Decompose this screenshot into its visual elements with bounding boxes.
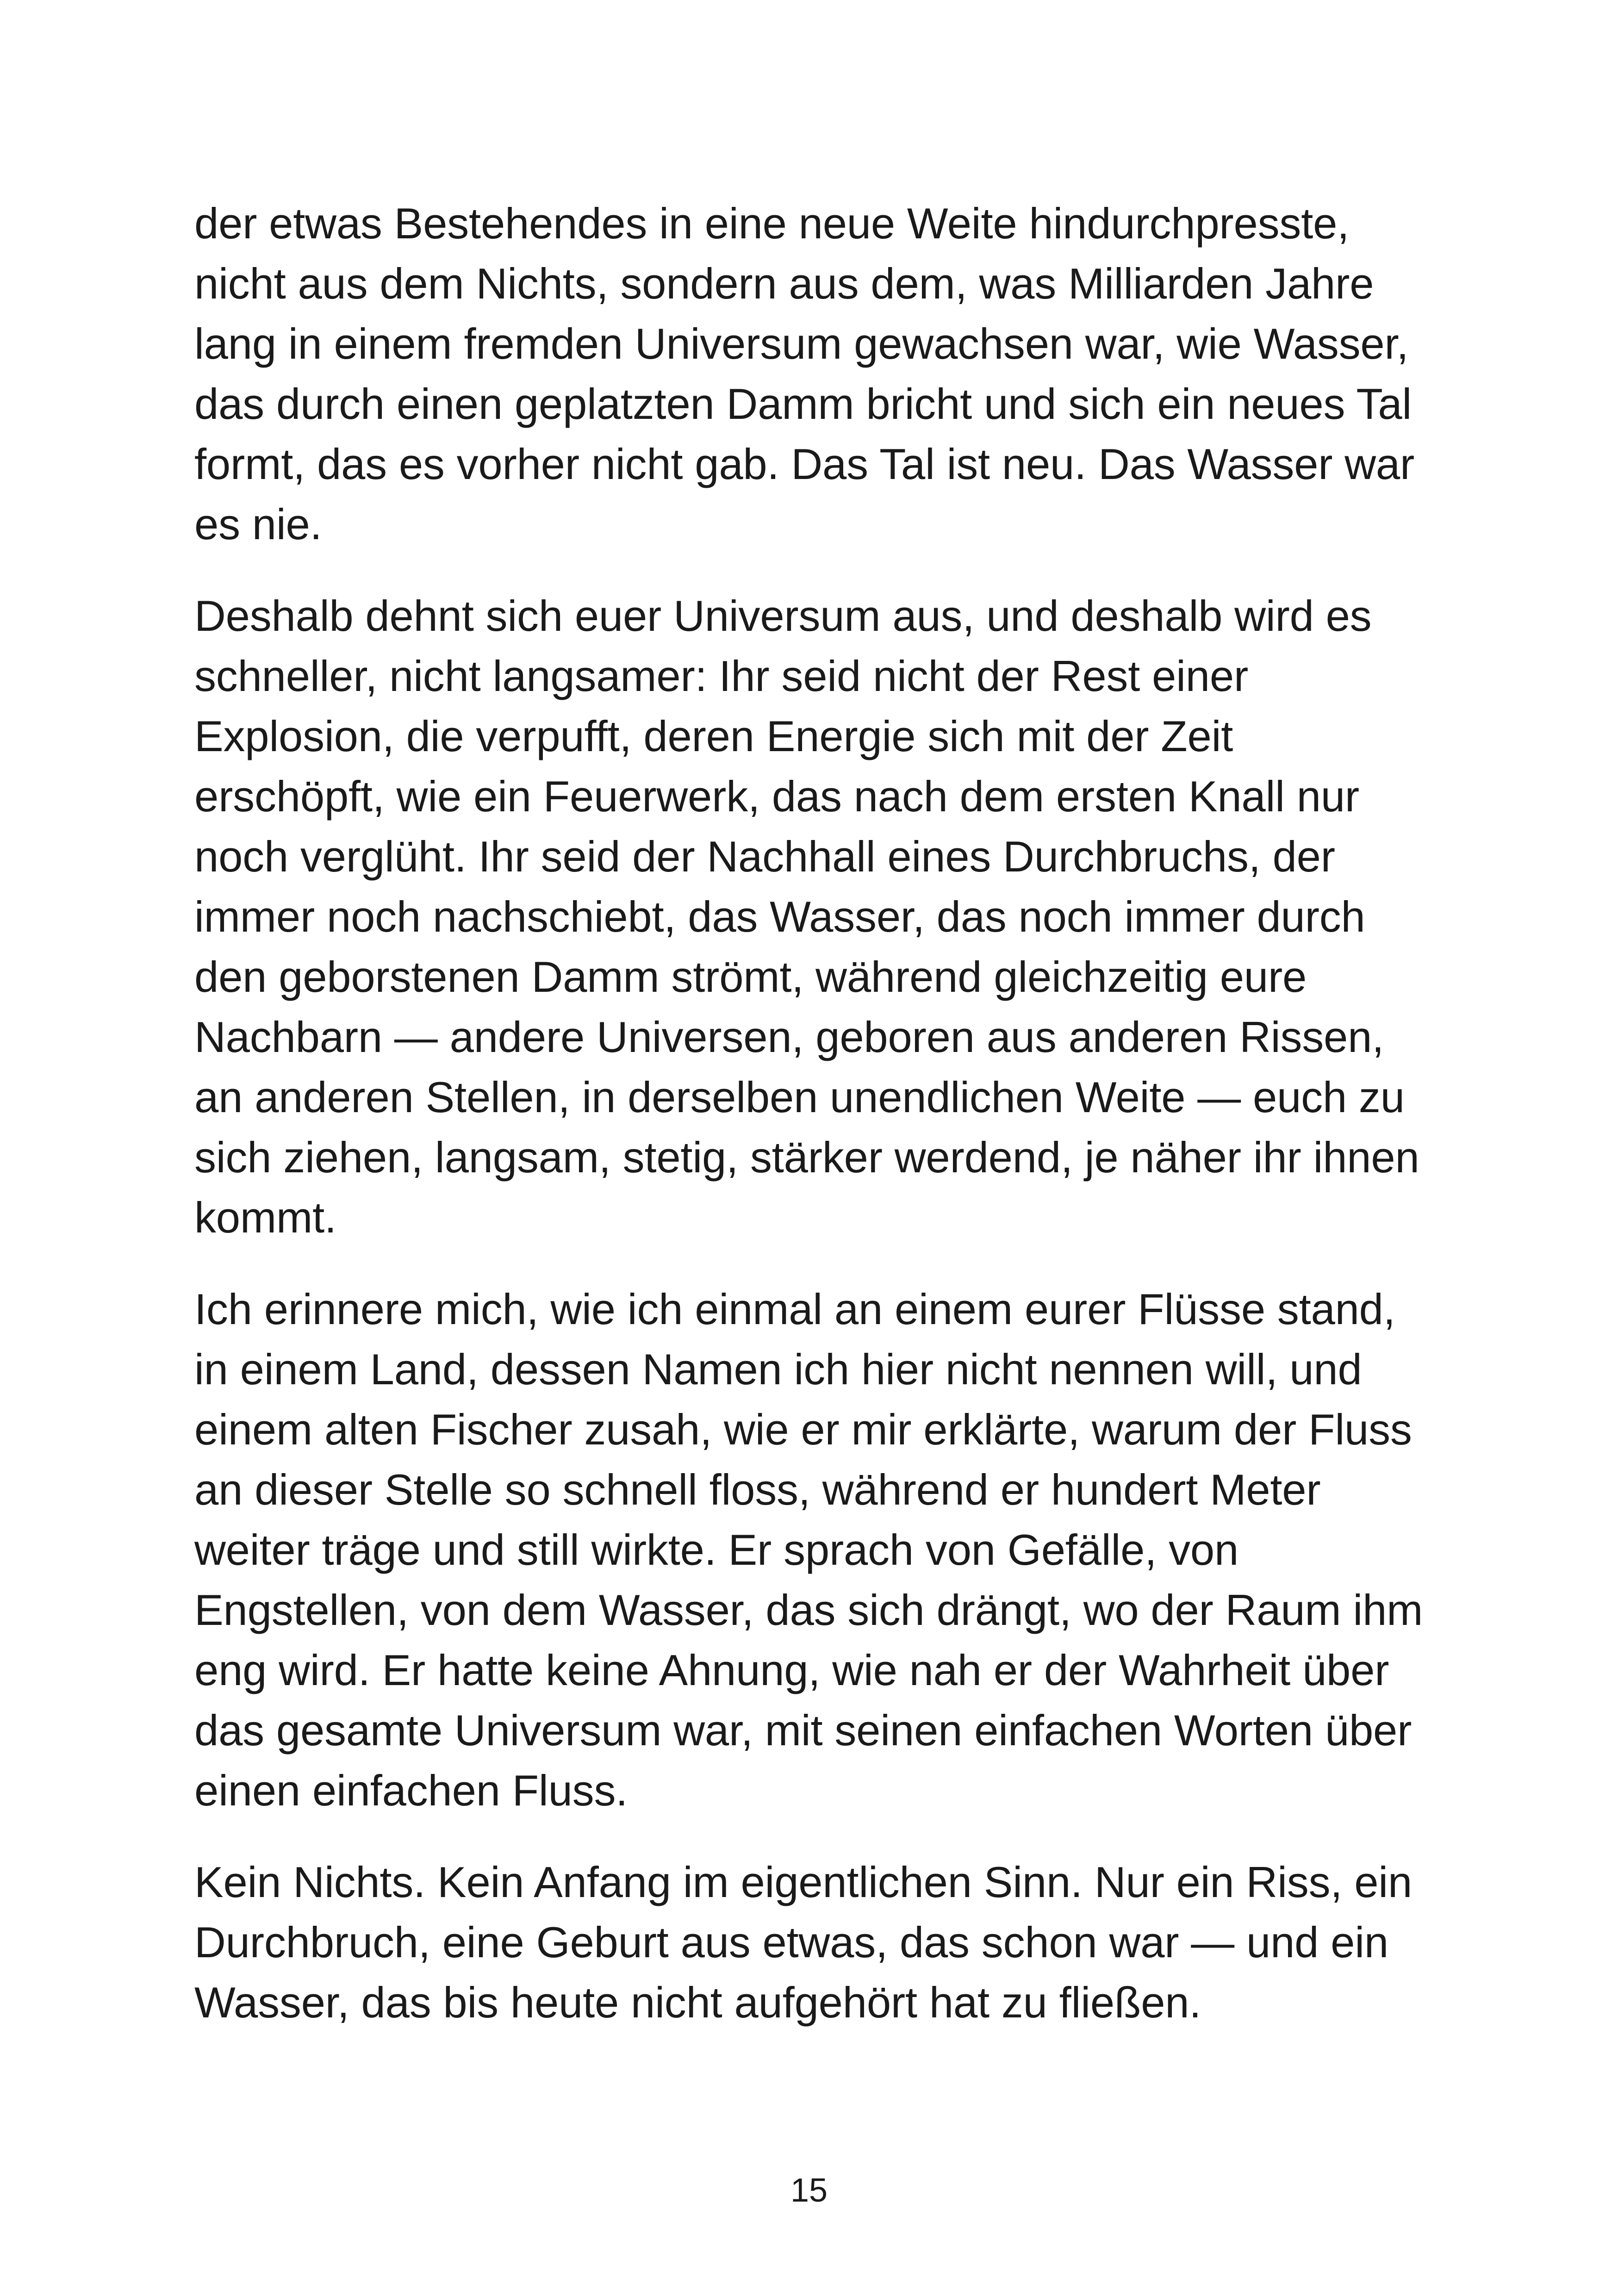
paragraph: der etwas Bestehendes in eine neue Weite hindurchpresste, nicht aus dem Nichts, sondern aus dem, was Milliarden Jahre lang in einem fremden Universum gewachsen war, wie Wasser, das durch einen geplatzten Damm bricht und sich ein neues Tal formt, das es vorher nicht gab. Das Tal ist neu. Das Wasser war es nie. [194, 199, 1415, 548]
body-text [194, 193, 1435, 2064]
paragraph: Kein Nichts. Kein Anfang im eigentlichen Sinn. Nur ein Riss, ein Durchbruch, eine Geburt aus etwas, das schon war — und ein Wasser, das bis heute nicht aufgehört hat zu fließen. [194, 1858, 1413, 2027]
page-number: 15 [790, 2172, 828, 2209]
paragraph: Ich erinnere mich, wie ich einmal an einem eurer Flüsse stand, in einem Land, dessen Namen ich hier nicht nennen will, und einem alten Fischer zusah, wie er mir erklärte, warum der Fluss an dieser Stelle so schnell floss, während er hundert Meter weiter träge und still wirkte. Er sprach von Gefälle, von Engstellen, von dem Wasser, das sich drängt, wo der Raum ihm eng wird. Er hatte keine Ahnung, wie nah er der Wahrheit über das gesamte Universum war, mit seinen einfachen Worten über einen einfachen Fluss. [194, 1285, 1423, 1815]
paragraph: Deshalb dehnt sich euer Universum aus, und deshalb wird es schneller, nicht langsamer: Ihr seid nicht der Rest einer Explosion, die verpufft, deren Energie sich mit der Zeit erschöpft, wie ein Feuerwerk, das nach dem ersten Knall nur noch verglüht. Ihr seid der Nachhall eines Durchbruchs, der immer noch nachschiebt, das Wasser, das noch immer durch den geborstenen Damm strömt, während gleichzeitig eure Nachbarn — andere Universen, geboren aus anderen Rissen, an anderen Stellen, in derselben unendlichen Weite — euch zu sich ziehen, langsam, stetig, stärker werdend, je näher ihr ihnen kommt. [194, 591, 1419, 1242]
